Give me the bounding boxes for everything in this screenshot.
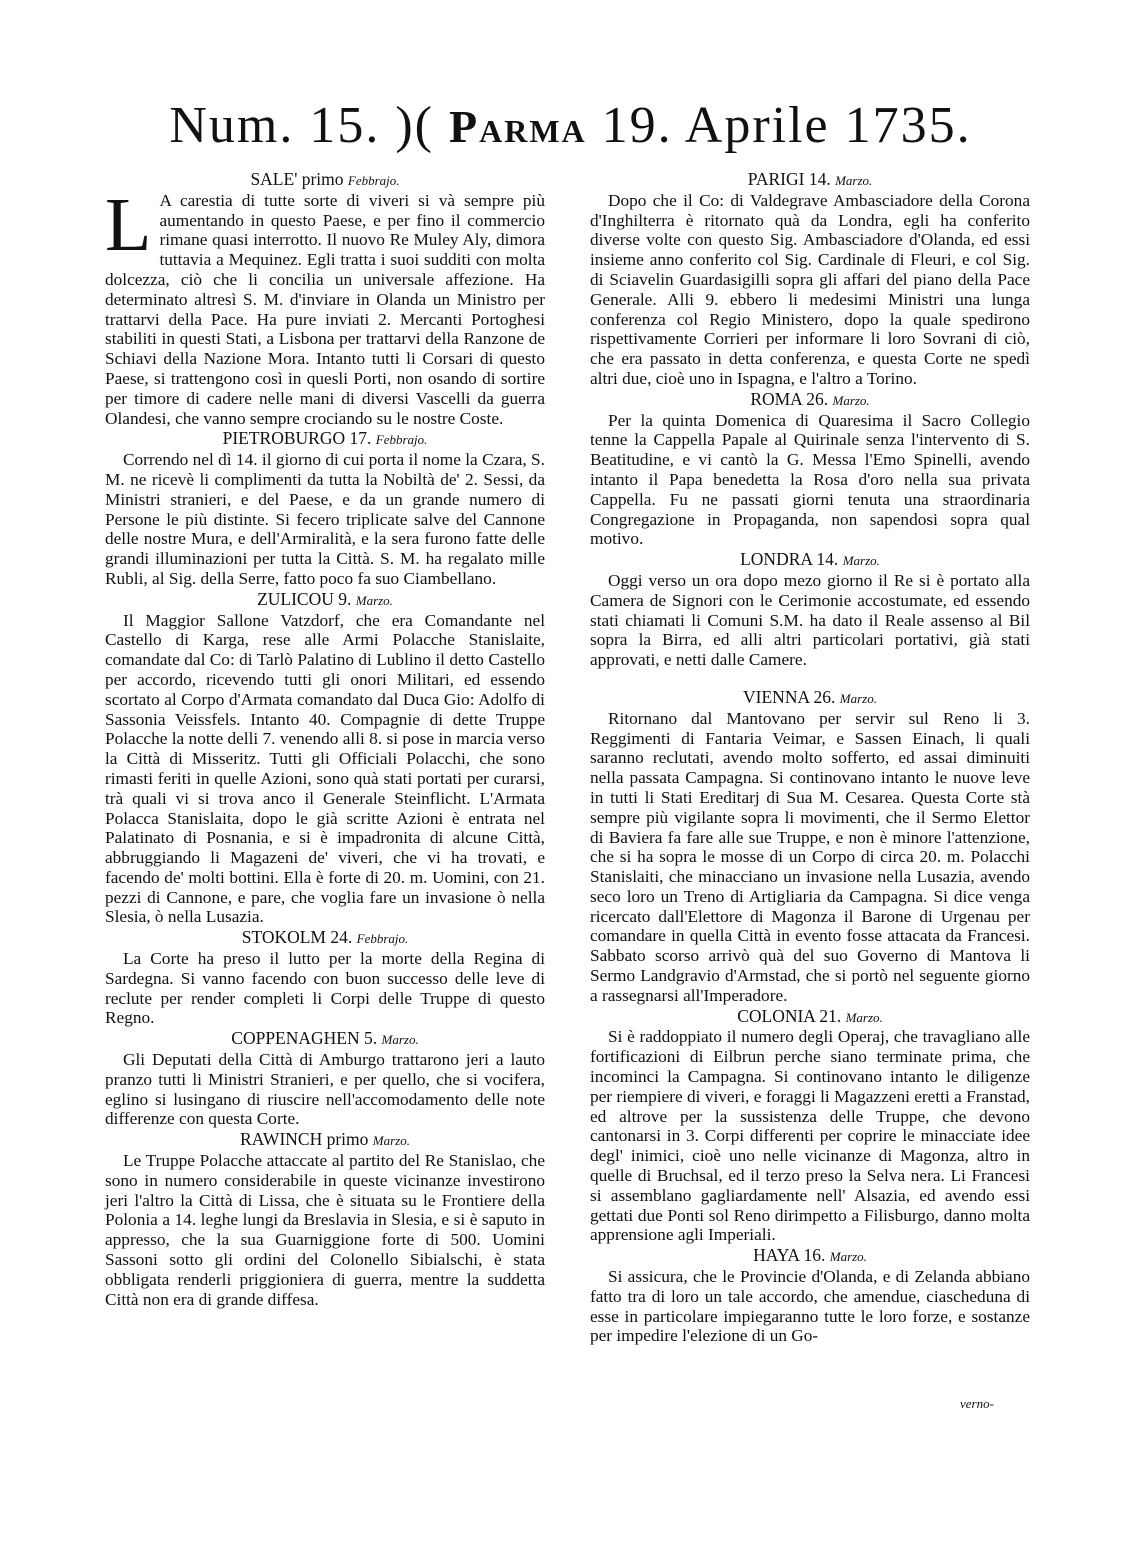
right-column [590,170,1030,1347]
article-londra [590,550,1030,670]
article-colonia [590,1007,1030,1246]
article-body: La Corte ha preso il lutto per la morte della Regina di Sardegna. Si vanno facendo con buon successo delle leve di reclute per render completi li Corpi delle Truppe di questo Regno. [105,949,545,1028]
issue-number: Num. 15. [169,97,381,154]
article-body: L A carestia di tutte sorte di viveri si và sempre più aumentando in questo Paese, e per fino il commercio rimane quasi interrotto. Il nuovo Re Muley Aly, dimora tuttavia a Mequinez. Egli tratta i suoi sudditi con molta dolcezza, ciò che li concilia un universale affezione. Ha determinato altresì S. M. d'inviare in Olanda un Ministro per trattarvi della Pace. Ha pure inviati 2. Mercanti Portoghesi stabiliti in questi Stati, a Lisbona per trattarvi della Ranzone de Schiavi della Nazione Mora. Intanto tutti li Corsari di questo Paese, si trattengono così in quesli Porti, non osando di sortire per timore di cadere nelle mani di diversi Vascelli da guerra Olandesi, che vanno sempre crociando su le nostre Coste. [105,182,545,428]
article-haya [590,1246,1030,1346]
article-dateline: HAYA 16. Marzo. [753,1245,867,1266]
article-dateline: ZULICOU 9. Marzo. [257,588,393,609]
article-body: Per la quinta Domenica di Quaresima il Sacro Collegio tenne la Cappella Papale al Quirinale senza l'intervento di S. Beatitudine, e vi cantò la G. Messa l'Emo Spinelli, avendo intanto il Papa benedetta la Rosa d'oro nella sua privata Cappella. Fu ne passati giorni tenuta una straordinaria Congregazione in Propaganda, non sapendosi sopra qual motivo. [590,410,1030,549]
article-body: Si assicura, che le Provincie d'Olanda, e di Zelanda abbiano fatto tra di loro un tale accordo, che amendue, ciascheduna di esse in particolare impiegaranno tutte le loro forze, e sostanze per impedire l'elezione di un Go- [590,1267,1030,1346]
article-dateline: PARIGI 14. Marzo. [747,169,873,189]
article-pietroburgo [105,429,545,588]
article-rawinch [105,1130,545,1309]
article-coppenaghen [105,1029,545,1129]
article-body: Gli Deputati della Città di Amburgo trattarono jeri a lauto pranzo tutti li Ministri Stranieri, e per quello, che si vocifera, eglino si lusingano di riuscire nell'accomodamento delle note differenze con questa Corte. [105,1050,545,1129]
article-zulicou [105,590,545,928]
article-vienna [590,688,1030,1006]
article-parigi [590,170,1030,389]
article-dateline: PIETROBURGO 17. Febbrajo. [222,428,428,449]
article-body: Correndo nel dì 14. il giorno di cui porta il nome la Czara, S. M. ne ricevè li complimenti da tutta la Nobiltà de' 2. Sessi, da Ministri stranieri, e del Paese, e da un grande numero di Persone le più distinte. Si fecero triplicate salve del Cannone delle nostre Mura, e dell'Armiralità, e la sera furono fatte delle grandi illuminazioni per tutta la Città. S. M. ha regalato mille Rubli, al Sig. della Serre, fatto poco fa suo Ciambellano. [105,450,545,588]
masthead-city: Parma [449,101,587,152]
catchword: verno- [960,1396,994,1411]
article-dateline: SALE' primo Febbrajo. [250,169,400,189]
article-body: Si è raddoppiato il numero degli Operaj, che travagliano alle fortificazioni di Eilbrun perche siano terminate prima, che incominci la Campagna. Si continovano intanto le diligenze per riempiere di viveri, e foraggi li Magazzeni eretti a Franstad, ed altrove per la sussistenza delle Truppe, che devono cantonarsi in 3. Corpi differenti per coprire le minacciate idee degl' inimici, cioè uno nelle vicinanze di Magonza, altro in quelle di Bruchsal, ed il terzo preso la Selva nera. Li Francesi si assemblano gagliardamente nell' Alsazia, ed avendo essi gettati due Ponti sol Reno dirimpetto a Filisburgo, danno molta apprensione agli Imperiali. [590,1027,1030,1245]
article-body: Oggi verso un ora dopo mezo giorno il Re si è portato alla Camera de Signori con le Cerimonie accostumate, ed essendo stati chiamati li Comuni S.M. ha dato il Reale assenso al Bil sopra la Birra, ed alli altri particolari portativi, già stati approvati, e netti dalle Camere. [590,570,1030,670]
article-dateline: VIENNA 26. Marzo. [743,686,877,707]
article-dateline: LONDRA 14. Marzo. [740,549,880,570]
article-stokolm [105,928,545,1028]
drop-cap: L [105,182,152,267]
article-dateline: COPPENAGHEN 5. Marzo. [231,1028,419,1049]
masthead [0,97,1141,154]
article-dateline: COLONIA 21. Marzo. [737,1005,883,1026]
masthead-separator: )( [395,97,434,154]
left-column [105,170,545,1310]
article-dateline: STOKOLM 24. Febbrajo. [241,927,409,948]
article-sale [105,170,545,428]
article-body: Il Maggior Sallone Vatzdorf, che era Comandante nel Castello di Karga, rese alle Armi Polacche Stanislaite, comandate dal Co: di Tarlò Palatino di Lublino il detto Castello per accordo, ricevendo tutti gli onori Militari, ed essendo scortato al Corpo d'Armata comandato dal Duca Gio: Adolfo di Sassonia Veissfels. Intanto 40. Compagnie di dette Truppe Polacche la notte delli 7. venendo alli 8. si pose in marcia verso la Città di Misseritz. Tutti gli Officiali Polacchi, che sono rimasti feriti in quelle Azioni, sono quà stati portati per curarsi, trà quali vi si trova anco il Generale Steinflicht. L'Armata Polacca Stanislaita, dopo le già scritte Azioni è entrata nel Palatinato di Posnania, e si è impadronita di alcune Città, abbruggiando li Magazeni de' viveri, che vi ha trovati, e facendo de' molti bottini. Ella è forte di 20. m. Uomini, con 21. pezzi di Cannone, e pare, che voglia fare un invasione ò nella Slesia, ò nella Lusazia. [105,610,545,927]
article-dateline: RAWINCH primo Marzo. [240,1129,410,1150]
article-body: Dopo che il Co: di Valdegrave Ambasciadore della Corona d'Inghilterra è ritornato quà da Londra, egli ha conferito diverse volte con questo Sig. Ambasciadore d'Olanda, ed essi insieme anno conferito col Sig. Cardinale di Fleuri, e col Sig. di Sciavelin Guardasigilli sopra gli affari del piano della Pace Generale. Alli 9. ebbero li medesimi Ministri una lunga conferenza col Regio Ministero, dopo la quale spedirono rispettivamente Corrieri per informare li loro Sovrani di ciò, che era passato in detta conferenza, e questa Corte ne spedì altri due, cioè uno in Ispagna, e l'altro a Torino. [590,190,1030,388]
article-body: Ritornano dal Mantovano per servir sul Reno li 3. Reggimenti di Fantaria Veimar, e Sassen Einach, li quali saranno reclutati, avendo molto sofferto, ed assai diminuiti nella passata Campagna. Si continovano intanto le nuove leve in tutti li Stati Ereditarj di Sua M. Cesarea. Questa Corte stà sempre più vigilante sopra li movimenti, che il Sermo Elettor di Baviera fa fare alle sue Truppe, e non è minore l'attenzione, che si ha sopra le mosse di un Corpo di circa 20. m. Polacchi Stanislaiti, che minacciano un invasione nella Lusazia, avendo seco loro un Treno di Artigliaria da Campagna. Si dice venga ricercato dall'Elettore di Magonza il Barone di Urgenau per comandare in quella Città in evento fosse attacata da Francesi. Sabbato scorso arrivò quà del suo Governo di Mantova li Sermo Landgravio d'Armstad, che si portò nel seguente giorno a rassegnarsi all'Imperadore. [590,708,1030,1005]
article-dateline: ROMA 26. Marzo. [750,388,870,409]
article-roma [590,390,1030,549]
issue-date: 19. Aprile 1735. [601,97,972,154]
article-body: Le Truppe Polacche attaccate al partito del Re Stanislao, che sono in numero considerabile in queste vicinanze investirono jeri l'altro la Città di Lissa, che è situata su le Frontiere della Polonia a 14. leghe lungi da Breslavia in Slesia, e si è saputo in appresso, che la sua Guarniggione forte di 500. Uomini Sassoni sotto gli ordini del Colonello Sibialschi, è stata obbligata renderli priggioniera di guerra, mentre la suddetta Città non era di grande diffesa. [105,1151,545,1309]
